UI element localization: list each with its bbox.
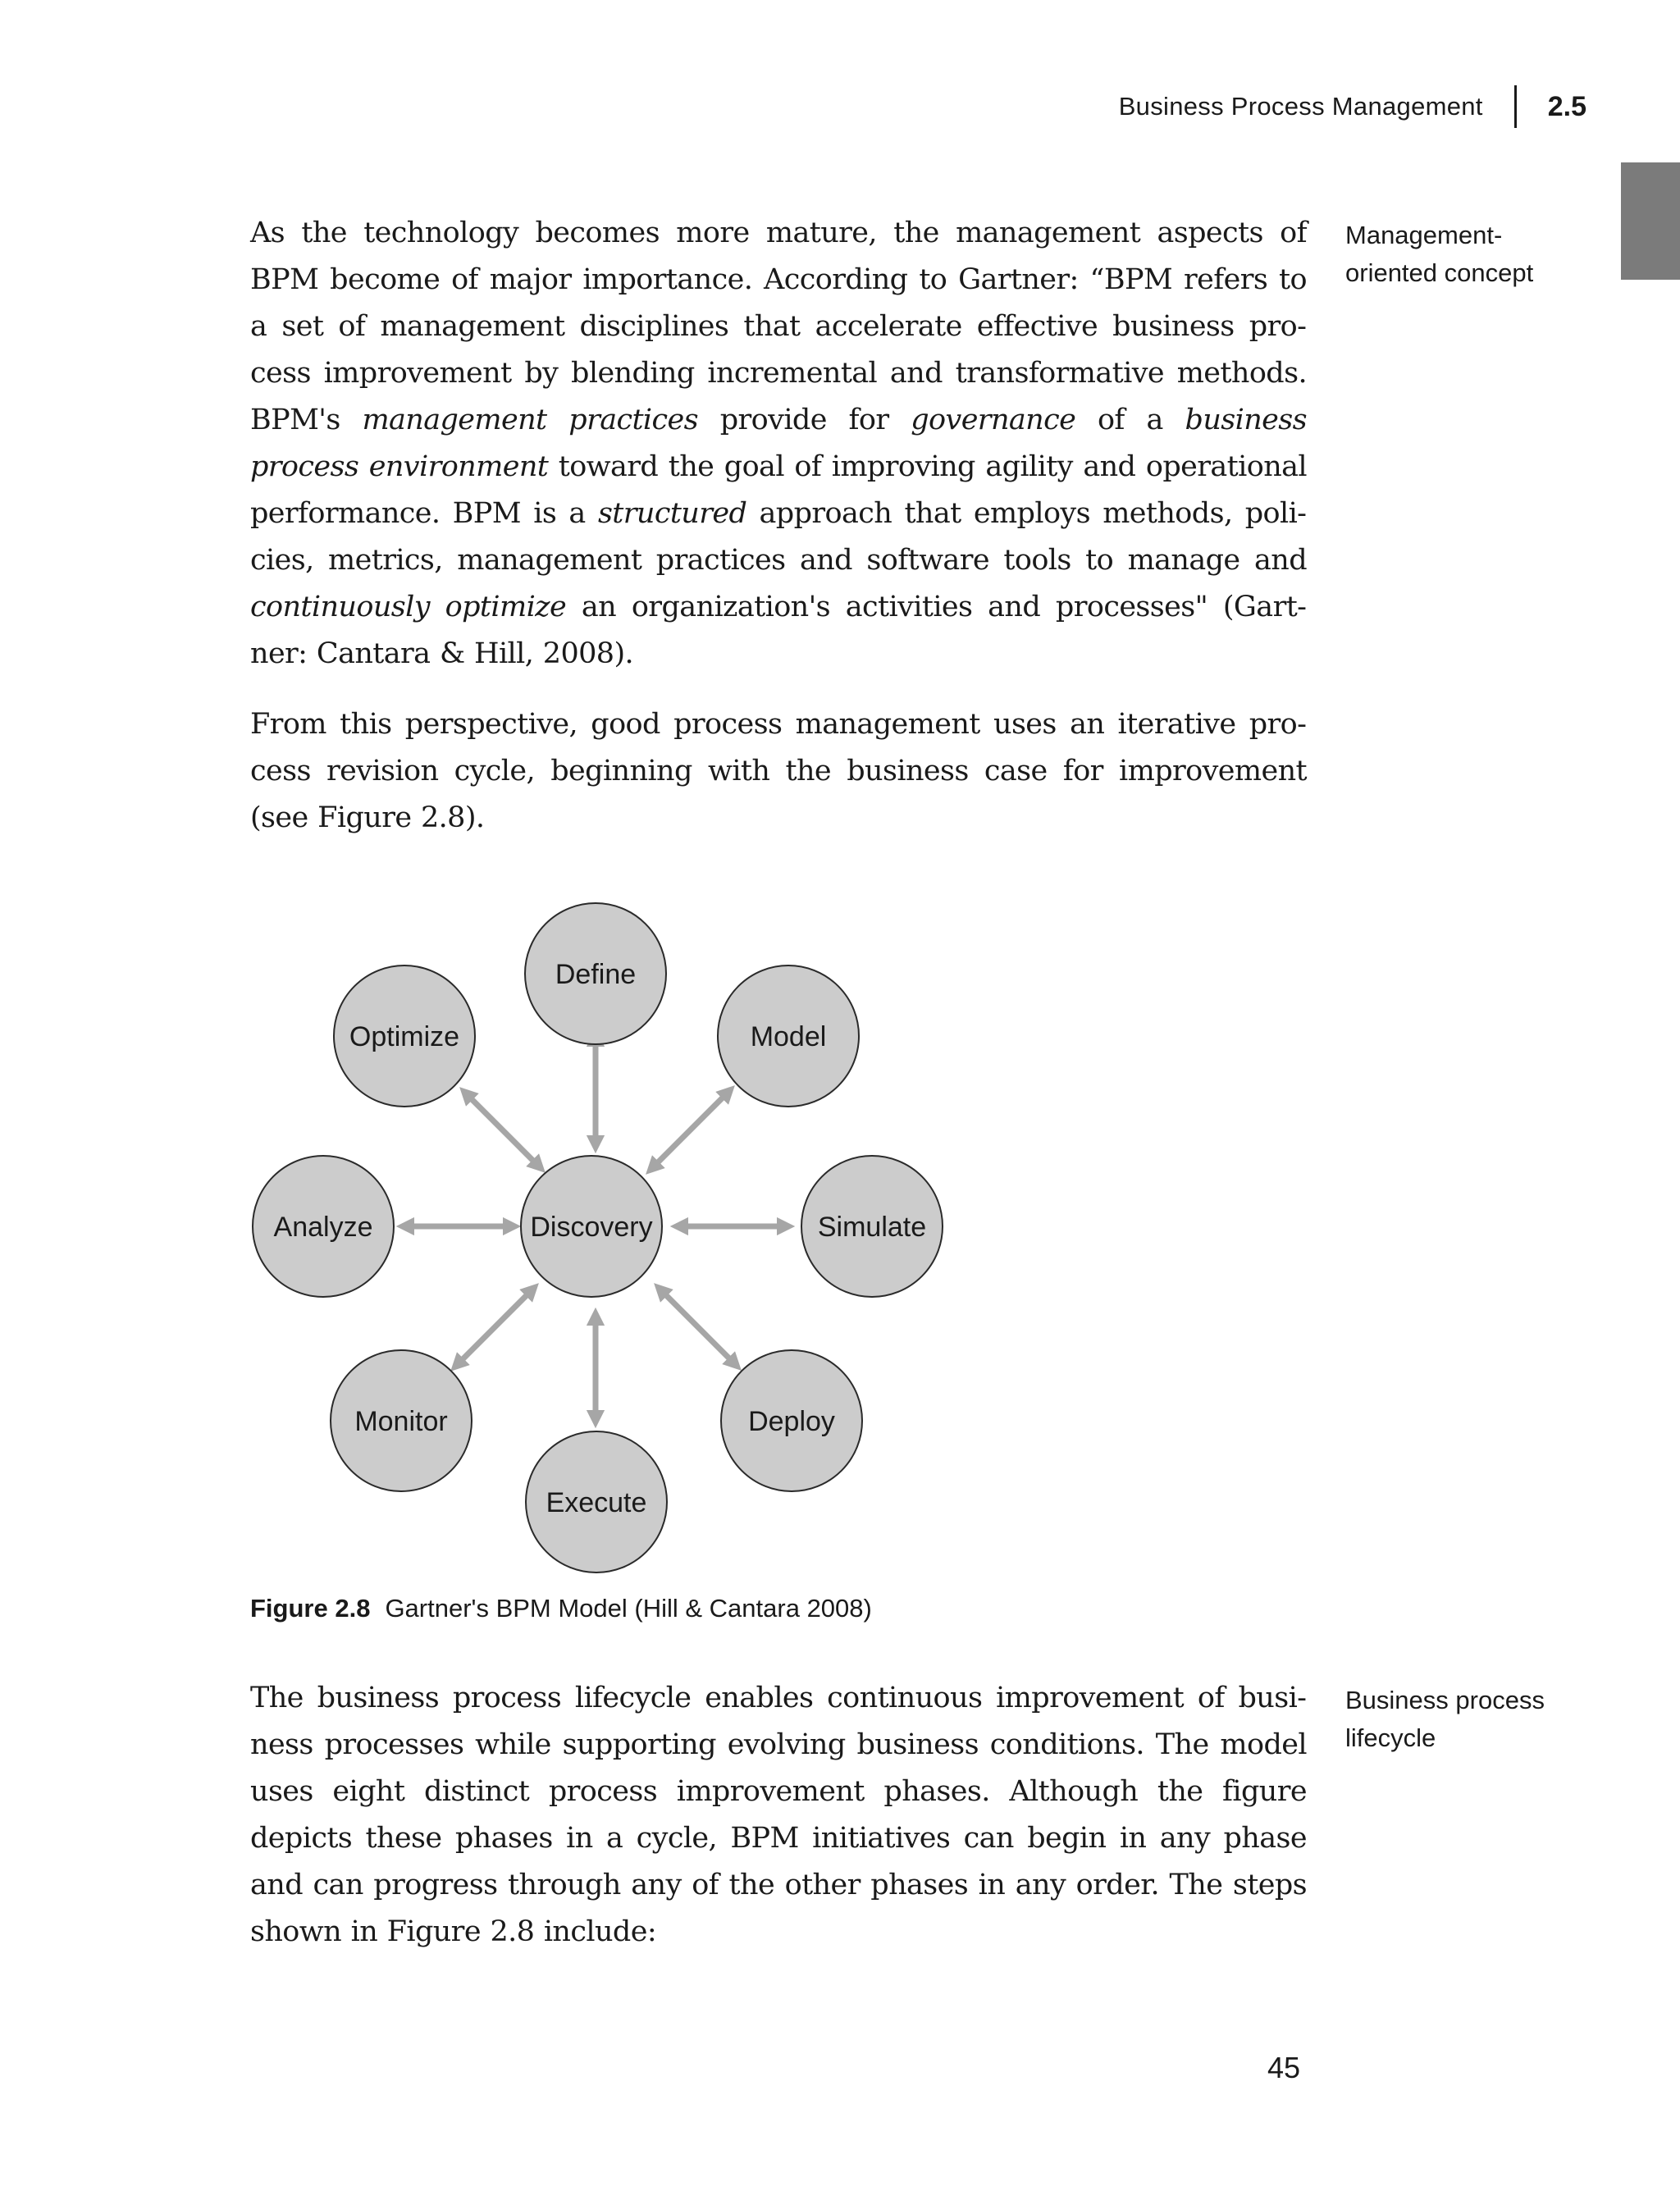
paragraph-1 (250, 210, 1307, 678)
bpm-model-diagram (238, 878, 960, 1583)
node-discovery-label: Discovery (530, 1212, 653, 1243)
p1-text-4: toward the goal of improving agility and operational performance. BPM is a (250, 450, 1307, 530)
figure-caption-text: Gartner's BPM Model (Hill & Cantara 2008) (385, 1594, 872, 1623)
margin-note-management-oriented: Management-oriented concept (1345, 221, 1534, 287)
p1-text-1: As the technology becomes more mature, the management aspects of BPM become of major importance. According to Gartner: “BPM refers to a set of management disciplines that accelerate effective business process improvement by blending incremental and transformative methods. BPM's (250, 217, 1307, 436)
node-discovery (521, 1156, 662, 1297)
p1-text-5: approach that employs methods, policies, metrics, management practices and software tools to manage and (250, 497, 1307, 577)
node-model-label: Model (750, 1021, 827, 1052)
p1-text-6: an organization's activities and processes" (Gartner: Cantara & Hill, 2008). (250, 591, 1307, 670)
paragraph-3: The business process lifecycle enables continuous improvement of business processes while supporting evolving business conditions. The model uses eight distinct process improvement phases. Although the figure depicts these phases in a cycle, BPM initiatives can begin in any phase and can progress through any of the other phases in any order. The steps shown in Figure 2.8 include: (250, 1682, 1307, 1948)
paragraph-2: From this perspective, good process management uses an iterative process revision cycle, beginning with the business case for improvement (see Figure 2.8). (250, 708, 1307, 834)
arrow-discovery-monitor (457, 1289, 532, 1365)
node-monitor (331, 1350, 472, 1491)
bpm-model-figure (238, 878, 960, 1583)
node-analyze (253, 1156, 394, 1297)
running-header (1119, 85, 1586, 128)
node-optimize-label: Optimize (349, 1021, 460, 1052)
node-deploy (721, 1350, 862, 1491)
node-analyze-label: Analyze (273, 1212, 373, 1243)
node-execute (526, 1431, 667, 1572)
p1-emphasis-2: governance (911, 404, 1076, 436)
node-execute-label: Execute (546, 1487, 647, 1518)
page-number: 45 (1267, 2051, 1301, 2084)
arrow-discovery-deploy (660, 1289, 735, 1364)
arrow-discovery-model (652, 1092, 728, 1168)
margin-note-business-process-lifecycle: Business process lifecycle (1345, 1686, 1545, 1752)
node-define (525, 903, 666, 1044)
node-simulate (801, 1156, 943, 1297)
node-monitor-label: Monitor (354, 1406, 448, 1437)
figure-caption-label: Figure 2.8 (250, 1594, 371, 1623)
node-define-label: Define (555, 959, 637, 990)
arrow-discovery-optimize (466, 1093, 539, 1166)
p1-text-3: of a (1075, 404, 1185, 436)
header-divider (1514, 85, 1517, 128)
p1-emphasis-4: structured (597, 497, 747, 530)
p1-emphasis-3: business process environment (250, 404, 1307, 483)
p1-text-2: provide for (698, 404, 911, 436)
section-number: 2.5 (1547, 90, 1586, 122)
chapter-thumb-tab (1621, 162, 1680, 280)
running-header-title: Business Process Management (1118, 92, 1483, 121)
p1-emphasis-5: continuously optimize (250, 591, 567, 623)
figure-caption (250, 1594, 872, 1623)
node-model (718, 965, 859, 1107)
node-optimize (334, 965, 475, 1107)
node-simulate-label: Simulate (817, 1212, 927, 1243)
node-deploy-label: Deploy (748, 1406, 835, 1437)
p1-emphasis-1: management practices (362, 404, 698, 436)
